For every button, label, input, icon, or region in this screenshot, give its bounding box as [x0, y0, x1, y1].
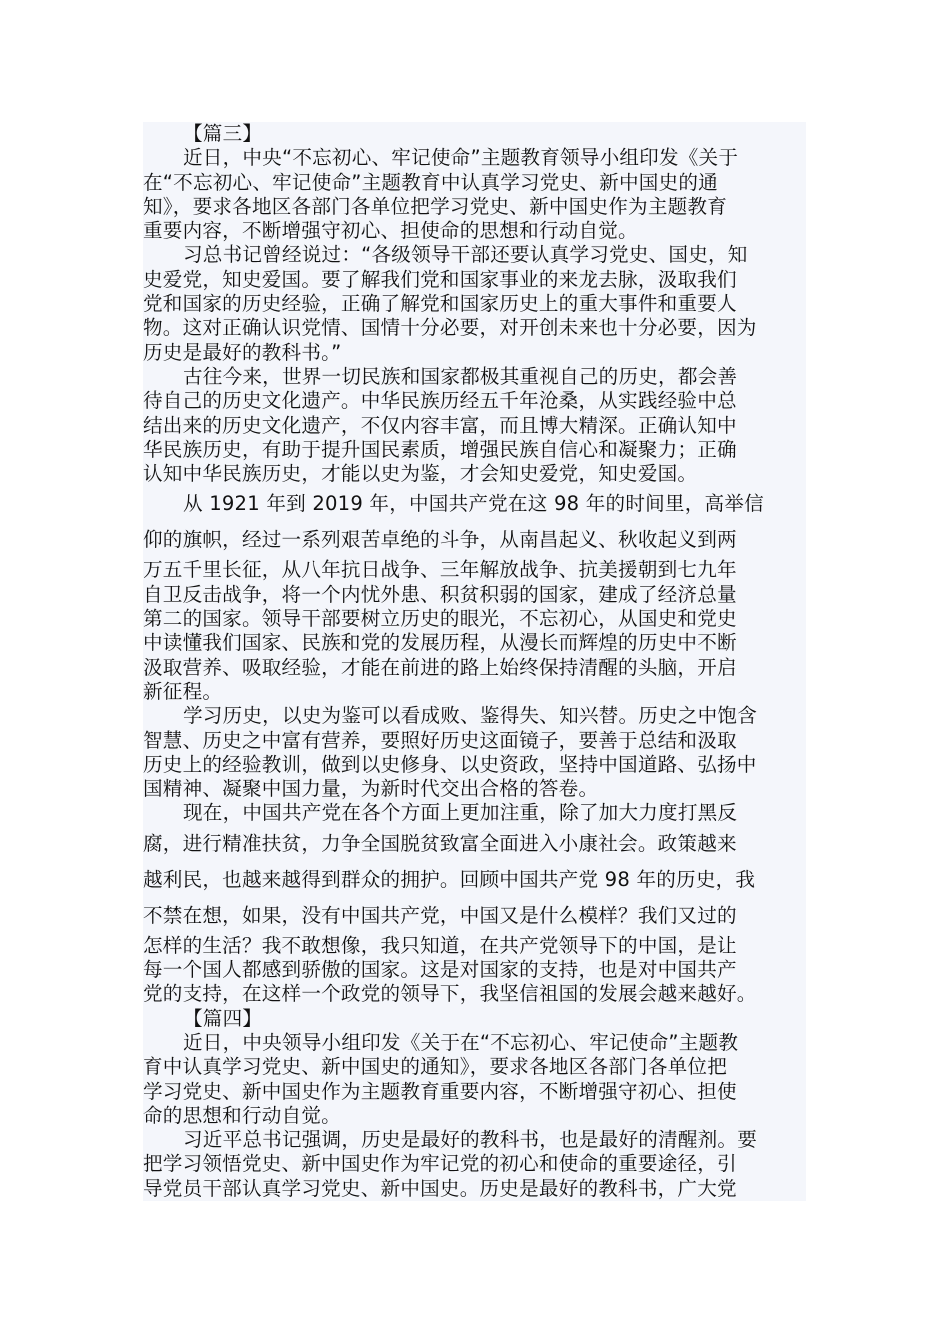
text-line: 物。这对正确认识党情、国情十分必要，对开创未来也十分必要，因为 — [143, 316, 757, 340]
text-line: 仰的旗帜，经过一系列艰苦卓绝的斗争，从南昌起义、秋收起义到两 — [143, 528, 737, 552]
text-line: 导党员干部认真学习党史、新中国史。历史是最好的教科书，广大党 — [143, 1176, 737, 1200]
text-line: 结出来的历史文化遗产，不仅内容丰富，而且博大精深。正确认知中 — [143, 413, 737, 437]
text-line: 历史上的经验教训，做到以史修身、以史资政，坚持中国道路、弘扬中 — [143, 752, 757, 776]
text-line: 历史是最好的教科书。” — [143, 340, 342, 364]
paragraph — [143, 243, 806, 364]
text-line: 第二的国家。领导干部要树立历史的眼光，不忘初心，从国史和党史 — [143, 607, 737, 631]
section-heading: 【篇三】 — [183, 122, 263, 145]
text-line: 在“不忘初心、牢记使命”主题教育中认真学习党史、新中国史的通 — [143, 170, 718, 194]
text-line: 万五千里长征，从八年抗日战争、三年解放战争、抗美援朝到七九年 — [143, 558, 737, 582]
text-line: 自卫反击战争，将一个内忧外患、积贫积弱的国家，建成了经济总量 — [143, 582, 737, 606]
text-line: 史爱党，知史爱国。要了解我们党和国家事业的来龙去脉，汲取我们 — [143, 267, 737, 291]
paragraph — [143, 146, 806, 243]
text-line: 党和国家的历史经验，正确了解党和国家历史上的重大事件和重要人 — [143, 292, 737, 316]
text-line: 新征程。 — [143, 679, 223, 703]
text-line: 每一个国人都感到骄傲的国家。这是对国家的支持，也是对中国共产 — [143, 958, 737, 982]
text-line: 近日，中央“不忘初心、牢记使命”主题教育领导小组印发《关于 — [183, 146, 739, 170]
section-heading: 【篇四】 — [183, 1006, 263, 1030]
text-line: 腐，进行精准扶贫，力争全国脱贫致富全面进入小康社会。政策越来 — [143, 831, 737, 855]
document-body — [143, 122, 806, 1201]
text-line: 古往今来，世界一切民族和国家都极其重视自己的历史，都会善 — [183, 364, 738, 388]
text-line: 习总书记曾经说过：“各级领导干部还要认真学习党史、国史，知 — [183, 243, 748, 267]
paragraph — [143, 801, 806, 1006]
paragraph — [143, 486, 806, 704]
text-line: 汲取营养、吸取经验，才能在前进的路上始终保持清醒的头脑，开启 — [143, 655, 737, 679]
paragraph — [143, 1128, 806, 1201]
text-line: 把学习领悟党史、新中国史作为牢记党的初心和使命的重要途径，引 — [143, 1152, 737, 1176]
paragraph — [143, 365, 806, 486]
text-line: 育中认真学习党史、新中国史的通知》，要求各地区各部门各单位把 — [143, 1055, 728, 1079]
text-line: 知》，要求各地区各部门各单位把学习党史、新中国史作为主题教育 — [143, 194, 728, 218]
text-line: 越利民，也越来越得到群众的拥护。回顾中国共产党 98 年的历史，我 — [143, 867, 756, 891]
text-line: 近日，中央领导小组印发《关于在“不忘初心、牢记使命”主题教 — [183, 1030, 739, 1054]
text-line: 国精神、凝聚中国力量，为新时代交出合格的答卷。 — [143, 777, 599, 801]
paragraph — [143, 1031, 806, 1128]
text-line: 习近平总书记强调，历史是最好的教科书，也是最好的清醒剂。要 — [183, 1128, 758, 1152]
text-line: 华民族历史，有助于提升国民素质，增强民族自信心和凝聚力；正确 — [143, 437, 737, 461]
text-line: 认知中华民族历史，才能以史为鉴，才会知史爱党，知史爱国。 — [143, 462, 698, 486]
text-line: 学习历史，以史为鉴可以看成败、鉴得失、知兴替。历史之中饱含 — [183, 704, 758, 728]
text-line: 不禁在想，如果，没有中国共产党，中国又是什么模样？我们又过的 — [143, 903, 737, 927]
text-line: 智慧、历史之中富有营养，要照好历史这面镜子，要善于总结和汲取 — [143, 728, 737, 752]
text-line: 待自己的历史文化遗产。中华民族历经五千年沧桑，从实践经验中总 — [143, 389, 737, 413]
text-line: 重要内容，不断增强守初心、担使命的思想和行动自觉。 — [143, 219, 638, 243]
text-line: 学习党史、新中国史作为主题教育重要内容，不断增强守初心、担使 — [143, 1079, 737, 1103]
text-line: 现在，中国共产党在各个方面上更加注重，除了加大力度打黑反 — [183, 801, 738, 825]
text-line: 命的思想和行动自觉。 — [143, 1103, 341, 1127]
text-line: 党的支持，在这样一个政党的领导下，我坚信祖国的发展会越来越好。 — [143, 982, 757, 1006]
paragraph — [143, 704, 806, 801]
text-line: 中读懂我们国家、民族和党的发展历程，从漫长而辉煌的历史中不断 — [143, 631, 737, 655]
text-line: 从 1921 年到 2019 年，中国共产党在这 98 年的时间里，高举信 — [183, 492, 764, 516]
text-line: 怎样的生活？我不敢想像，我只知道，在共产党领导下的中国，是让 — [143, 933, 737, 957]
